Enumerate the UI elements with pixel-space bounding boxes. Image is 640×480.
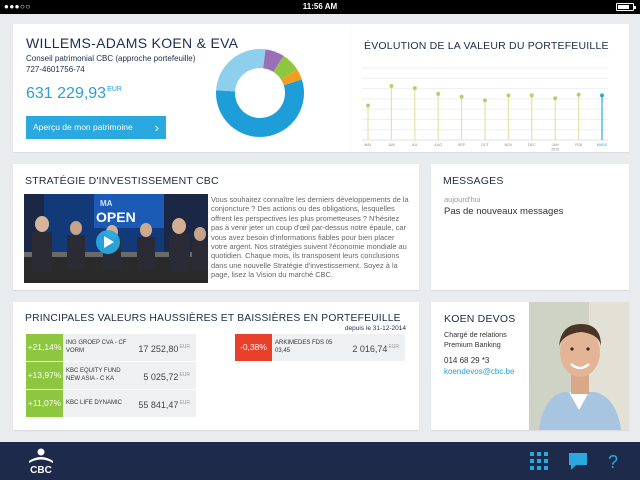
evolution-chart[interactable] xyxy=(352,24,629,152)
tick-label: MAY xyxy=(364,143,372,147)
mover-name: KBC EQUITY FUND NEW ASIA - C KA xyxy=(66,368,121,382)
advisor-photo xyxy=(529,302,629,430)
messages-title: MESSAGES xyxy=(443,175,504,187)
mover-currency: EUR xyxy=(179,344,190,350)
mover-name: ARKIMEDES FDS 05 03,45 xyxy=(275,340,333,354)
movers-title: PRINCIPALES VALEURS HAUSSIÈRES ET BAISSIÈRES EN PORTEFEUILLE xyxy=(25,313,401,324)
mover-currency: EUR xyxy=(388,344,399,350)
mover-currency: EUR xyxy=(179,400,190,406)
value-point-feb xyxy=(577,93,581,97)
account-number: 727-4601756-74 xyxy=(26,65,85,74)
amount-value: 631 229,93 xyxy=(26,85,107,102)
mover-amount: 55 841,47 xyxy=(138,400,179,410)
mover-value xyxy=(138,334,190,363)
allocation-donut-chart[interactable] xyxy=(213,46,307,140)
portfolio-evolution-card xyxy=(352,24,629,152)
value-point-mars xyxy=(600,93,604,97)
strategy-title: STRATÉGIE D'INVESTISSEMENT CBC xyxy=(25,175,219,187)
mover-value xyxy=(138,390,190,419)
gainers-list xyxy=(26,334,196,418)
mover-row[interactable] xyxy=(26,334,196,361)
strategy-video[interactable] xyxy=(24,194,208,283)
help-icon[interactable] xyxy=(602,450,624,472)
value-point-oct xyxy=(483,98,487,102)
wealth-overview-button[interactable] xyxy=(26,116,166,139)
client-advisor-info xyxy=(26,53,195,75)
chevron-right-icon: › xyxy=(154,120,159,135)
chat-icon[interactable] xyxy=(567,450,589,472)
advisor-role: Chargé de relations Premium Banking xyxy=(444,330,507,349)
value-point-nov xyxy=(506,93,510,97)
value-point-jan xyxy=(553,96,557,100)
tick-label: FEB xyxy=(575,143,583,147)
wealth-overview-label: Aperçu de mon patrimoine xyxy=(33,122,133,132)
bottom-toolbar xyxy=(0,442,640,480)
tick-label: MARS xyxy=(596,143,608,147)
client-name: WILLEMS-ADAMS KOEN & EVA xyxy=(26,35,239,51)
advisor-phone[interactable]: 014 68 29 *3 xyxy=(444,356,490,365)
strategy-text: Vous souhaitez connaître les derniers développements de la conjoncture ? Des actions ou des obligations, lesquelles offrent les perspectives les plus prometteuses ? N'hésitez pas à venir jeter un coup d'œil par-dessus notre épaule, car vous avez besoin d'informations fiables pour bien placer votre argent. Nos stratégies suivent l'économie mondiale au quotidien. Chaque mois, ils transposent leurs conclusions dans une nouvelle Stratégie d'investissement. Soyez à la page, lisez la Vision du marché CBC. xyxy=(211,195,409,280)
value-point-sep xyxy=(460,95,464,99)
mover-amount: 2 016,74 xyxy=(352,344,388,354)
client-summary-card xyxy=(13,24,352,152)
mover-value xyxy=(352,334,399,363)
mover-row[interactable] xyxy=(235,334,405,361)
mover-row[interactable] xyxy=(26,362,196,389)
messages-day: aujourd'hui xyxy=(444,195,481,204)
tick-label: JAN xyxy=(551,143,559,147)
video-sign-top: MA xyxy=(100,199,113,208)
tick-label: JUN xyxy=(387,143,395,147)
advisor-line: Conseil patrimonial CBC (approche portefeuille) xyxy=(26,54,196,63)
value-point-dec xyxy=(530,93,534,97)
mover-name: ING GROEP CVA - CF VORM xyxy=(66,340,127,354)
mover-name: KBC LIFE DYNAMIC xyxy=(66,399,123,406)
mover-amount: 5 025,72 xyxy=(143,372,179,382)
advisor-email[interactable]: koendevos@cbc.be xyxy=(444,367,515,376)
svg-text:?: ? xyxy=(607,452,619,472)
value-point-jun xyxy=(389,84,393,88)
messages-status: Pas de nouveaux messages xyxy=(444,206,564,217)
losers-list xyxy=(235,334,405,362)
amount-currency: EUR xyxy=(107,86,122,93)
mover-percent: -0,38% xyxy=(235,334,272,361)
tick-label: OCT xyxy=(481,143,489,147)
tick-label: NOV xyxy=(504,143,513,147)
tick-label: SEP xyxy=(457,143,466,147)
status-bar xyxy=(0,0,640,14)
video-sign: OPEN xyxy=(96,209,136,225)
mover-row[interactable] xyxy=(26,390,196,417)
advisor-card xyxy=(431,302,629,430)
mover-value xyxy=(143,362,190,391)
mover-currency: EUR xyxy=(179,372,190,378)
signal-indicator: ●●●○○ xyxy=(4,2,31,11)
value-point-may xyxy=(366,103,370,107)
logo-text: CBC xyxy=(30,465,52,475)
status-time: 11:56 AM xyxy=(302,2,338,11)
cbc-logo[interactable] xyxy=(24,447,58,475)
movers-date: depuis le 31-12-2014 xyxy=(344,325,406,332)
video-thumbnail xyxy=(24,194,208,283)
tick-label: AUG xyxy=(434,143,443,147)
tick-label: DEC xyxy=(528,143,536,147)
mover-percent: +21,14% xyxy=(26,334,63,361)
tick-label: JUL xyxy=(411,143,419,147)
portfolio-amount xyxy=(26,85,122,103)
mover-percent: +11,07% xyxy=(26,390,63,417)
mover-amount: 17 252,80 xyxy=(138,344,179,354)
battery-icon xyxy=(616,3,634,11)
value-point-aug xyxy=(436,92,440,96)
value-point-jul xyxy=(413,86,417,90)
messages-card[interactable] xyxy=(431,164,629,290)
evolution-title: ÉVOLUTION DE LA VALEUR DU PORTEFEUILLE xyxy=(364,40,609,52)
investment-strategy-card xyxy=(13,164,419,290)
advisor-name: KOEN DEVOS xyxy=(444,313,516,325)
mover-percent: +13,97% xyxy=(26,362,63,389)
allocation-slice-1 xyxy=(216,49,265,91)
apps-grid-icon[interactable] xyxy=(528,450,550,472)
year-label: 2015 xyxy=(551,147,560,152)
